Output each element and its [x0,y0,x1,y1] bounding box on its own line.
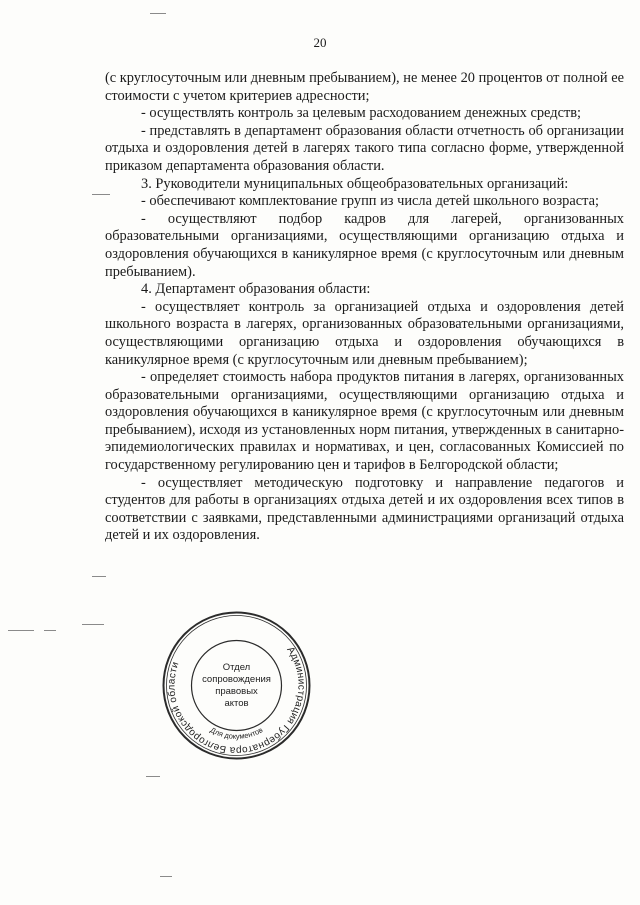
stamp-center-line-2: сопровождения [202,674,271,685]
page-number: 20 [313,35,327,50]
paragraph-methodical-training: - осуществляет методическую подготовку и направление педагогов и студентов для работы в организациях отдыха детей и их оздоровления всех типов в соответствии с заявками, представленными администрациями организаций отдыха детей и их оздоровления. [105,474,624,544]
scan-mark [146,776,160,777]
stamp-ring-text: Администрация Губернатора Белгородской области [166,644,307,756]
paragraph-staff-selection: - осуществляют подбор кадров для лагерей, организованных образовательными организациями, осуществляющими организацию отдыха и оздоровления обучающихся в каникулярное время (с круглосуточным или дневным пребыванием). [105,210,624,280]
paragraph-control-organization: - осуществляет контроль за организацией отдыха и оздоровления детей школьного возраста в лагерях, организованных образовательными организациями, осуществляющими организацию отдыха и оздоровления обучающихся в каникулярное время (с круглосуточным или дневным пребыванием); [105,298,624,368]
stamp-bottom-text: Для документов [208,725,265,741]
scan-mark [8,630,34,631]
scan-mark [92,194,110,195]
stamp-center-line-3: правовых [215,686,258,697]
stamp-center-line-4: актов [224,698,249,709]
paragraph-section-4-heading: 4. Департамент образования области: [141,281,371,298]
department-stamp [161,610,312,761]
document-body [105,70,624,545]
paragraph-food-cost: - определяет стоимость набора продуктов питания в лагерях, организованных образовательными организациями, осуществляющими организацию отдыха и оздоровления обучающихся в каникулярное время (с круглосуточным или дневным пребыванием), исходя из установленных норм питания, утвержденных в санитарно-эпидемиологических правилах и нормативах, и цен, согласованных Комиссией по государственному регулированию цен и тарифов в Белгородской области; [105,369,624,474]
scan-mark [92,576,106,577]
scan-mark [160,876,172,877]
paragraph-section-3-heading: 3. Руководители муниципальных общеобразовательных организаций: [141,175,569,192]
paragraph-control-spending: - осуществлять контроль за целевым расходованием денежных средств; [141,105,582,122]
paragraph-continuation: (с круглосуточным или дневным пребыванием), не менее 20 процентов от полной ее стоимости с учетом критериев адресности; [105,70,624,104]
paragraph-staffing-groups: - обеспечивают комплектование групп из числа детей школьного возраста; [141,193,599,210]
stamp-center-line-1: Отдел [222,662,251,673]
paragraph-reporting: - представлять в департамент образования области отчетность об организации отдыха и оздоровления детей в лагерях такого типа согласно форме, утвержденной приказом департамента образования области. [105,122,624,174]
scan-mark [44,630,56,631]
scan-mark [82,624,104,625]
scan-mark [150,13,166,14]
